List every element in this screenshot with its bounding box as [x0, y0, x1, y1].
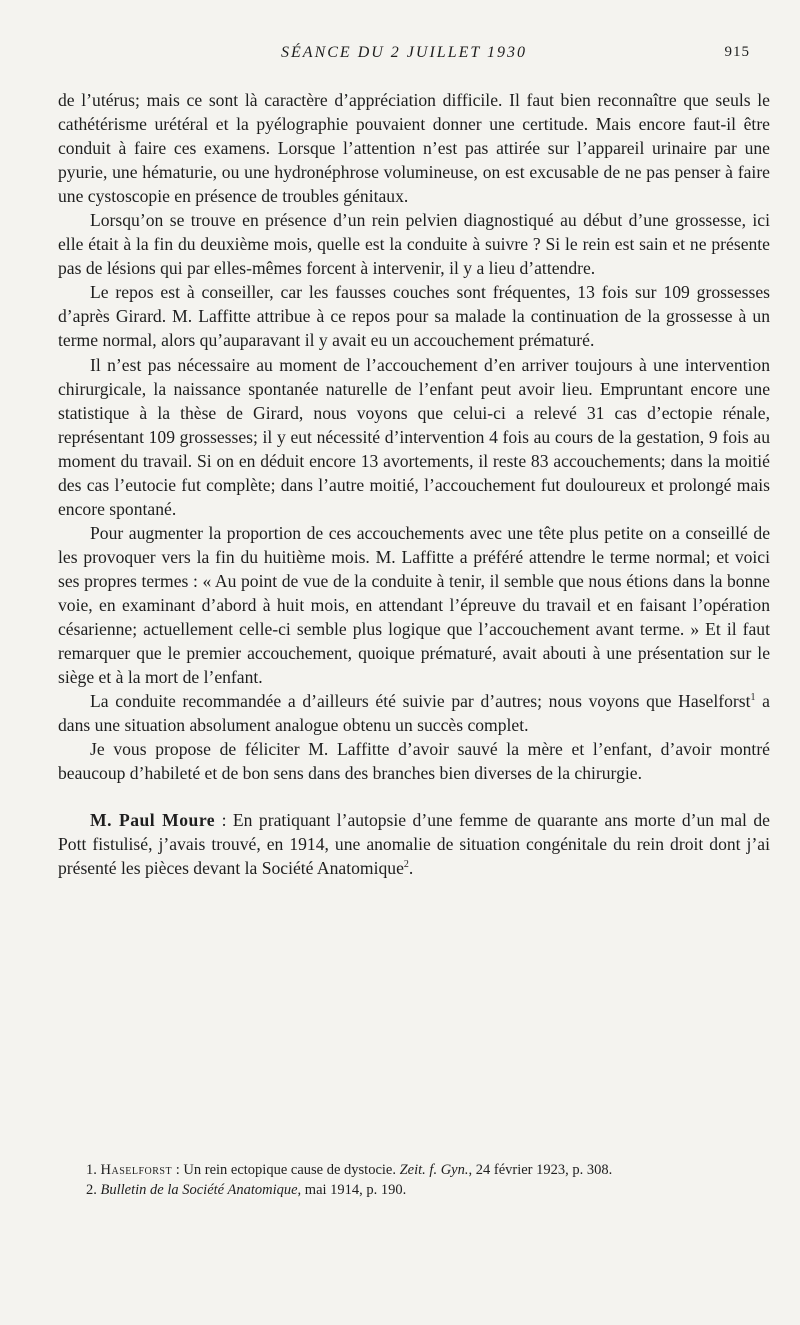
paragraph: Pour augmenter la proportion de ces accouchements avec une tête plus petite on a conseillé de les provoquer vers la fin du huitième mois. M. Laffitte a préféré attendre le terme normal; et voici ses propres termes : « Au point de vue de la conduite à tenir, il semble que nous étions dans la bonne voie, en examinant d’abord à huit mois, en attendant l’épreuve du travail et en faisant l’opération césarienne; actuellement celle-ci semble plus logique que l’accouchement avant terme. » Et il faut remarquer que le premier accouchement, quoique prématuré, avait abouti à une présentation sur le siège et à la mort de l’enfant.	[58, 522, 770, 688]
footnote-text: : Un rein ectopique cause de dystocie.	[172, 1162, 400, 1178]
body-text	[58, 88, 770, 881]
paragraph: Lorsqu’on se trouve en présence d’un rein pelvien diagnostiqué au début d’une grossesse, ici elle était à la fin du deuxième mois, quelle est la conduite à suivre ? Si le rein est sain et ne présente pas de lésions qui par elles-mêmes forcent à intervenir, il y a lieu d’attendre.	[58, 210, 770, 279]
footnote-journal: Zeit. f. Gyn.	[399, 1162, 469, 1178]
paragraph-haselforst	[58, 689, 770, 737]
footnote-text: , mai 1914, p. 190.	[297, 1182, 407, 1198]
paragraph-text: La conduite recommandée a d’ailleurs été suivie par d’autres; nous voyons que Haselforst	[90, 691, 751, 712]
footnote-number: 2.	[86, 1182, 97, 1198]
footnote-marker: 2	[403, 859, 409, 871]
footnote-marker: 1	[750, 692, 756, 704]
paragraph: Le repos est à conseiller, car les fausses couches sont fréquentes, 13 fois sur 109 grossesses d’après Girard. M. Laffitte attribue à ce repos pour sa malade la continuation de la grossesse à un terme normal, alors qu’auparavant il y avait eu un accouchement prématuré.	[58, 282, 770, 351]
footnote-text: , 24 février 1923, p. 308.	[468, 1162, 613, 1178]
footnote-2	[58, 1180, 770, 1200]
paragraph: de l’utérus; mais ce sont là caractère d’appréciation difficile. Il faut bien reconnaître que seuls le cathétérisme urétéral et la pyélographie pouvaient donner une certitude. Mais encore faut-il être conduit à faire ces examens. Lorsque l’attention n’est pas attirée sur l’appareil urinaire par une pyurie, une hématurie, ou une hydronéphrose volumineuse, on est excusable de ne pas penser à faire une cystoscopie en présence de troubles génitaux.	[58, 90, 770, 207]
footnote-journal: Bulletin de la Société Anatomique	[100, 1182, 298, 1198]
footnote-author: Haselforst	[100, 1162, 173, 1178]
paragraph: Il n’est pas nécessaire au moment de l’accouchement d’en arriver toujours à une intervention chirurgicale, la naissance spontanée naturelle de l’enfant peut avoir lieu. Empruntant encore une statistique à la thèse de Girard, nous voyons que celui-ci a relevé 31 cas d’ectopie rénale, représentant 109 grossesses; il y eut nécessité d’intervention 4 fois au cours de la gestation, 9 fois au moment du travail. Si on en déduit encore 13 avortements, il reste 83 accouchements; dans la moitié des cas l’eutocie fut complète; dans l’autre moitié, l’accouchement fut douloureux et prolongé mais encore spontané.	[58, 354, 770, 519]
footnote-number: 1.	[86, 1162, 97, 1178]
paragraph-text: : En pratiquant l’autopsie d’une femme de quarante ans morte d’un mal de Pott fistulisé, j’avais trouvé, en 1914, une anomalie de situation congénitale du rein droit dont j’ai présenté les pièces devant la Société Anatomique	[58, 810, 770, 879]
section-gap	[58, 785, 770, 808]
running-title: SÉANCE DU 2 JUILLET 1930	[281, 44, 527, 61]
footnote-1	[58, 1160, 770, 1180]
paragraph-text: a dans une situation absolument analogue obtenu un succès complet.	[58, 691, 770, 736]
paragraph-end: .	[408, 858, 414, 879]
paragraph-moure	[58, 808, 770, 880]
page-number: 915	[724, 44, 750, 60]
footnotes	[58, 1160, 770, 1200]
paragraph: Je vous propose de féliciter M. Laffitte d’avoir sauvé la mère et l’enfant, d’avoir montré beaucoup d’habileté et de bon sens dans des branches bien diverses de la chirurgie.	[58, 739, 770, 784]
page-header	[58, 44, 750, 70]
speaker-name: M. Paul Moure	[90, 810, 216, 831]
